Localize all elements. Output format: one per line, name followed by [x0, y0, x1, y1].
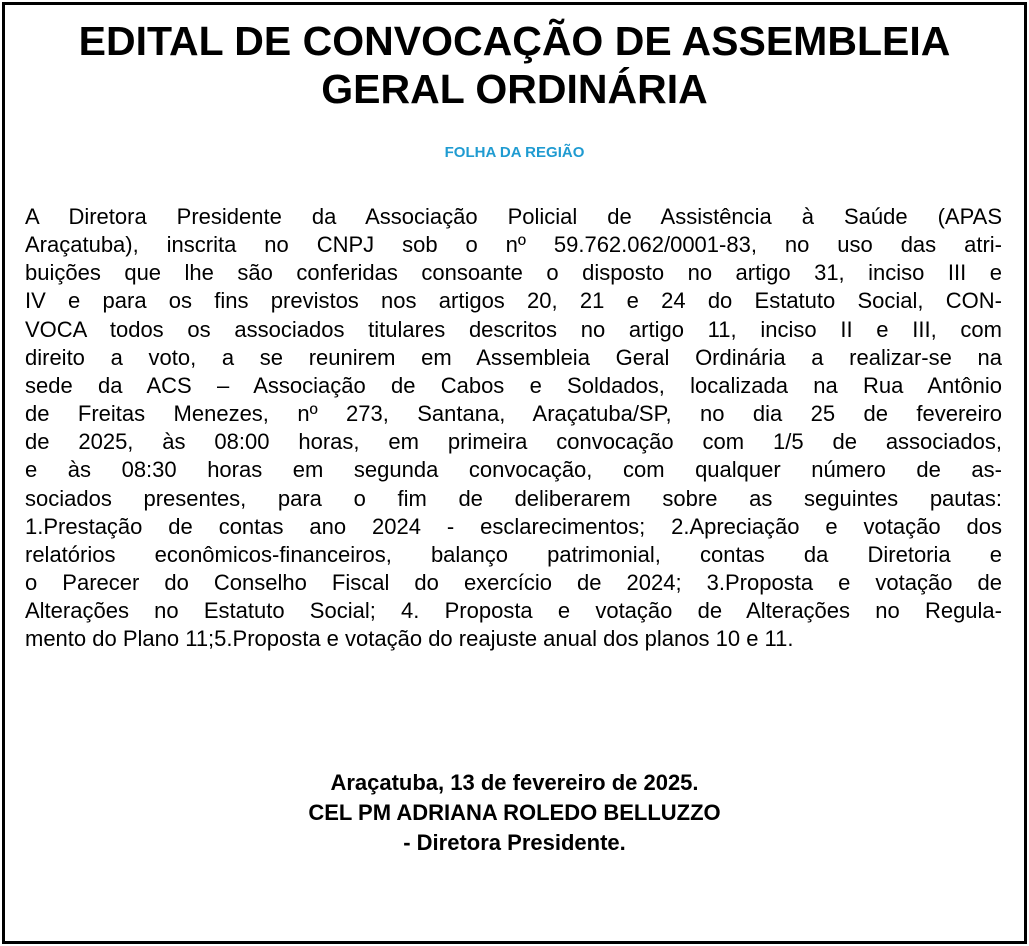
body-line: sociados presentes, para o fim de deliberarem sobre as seguintes pautas: — [25, 485, 1002, 511]
notice-title-line: GERAL ORDINÁRIA — [321, 66, 708, 112]
notice-frame — [2, 2, 1027, 944]
body-line: de Freitas Menezes, nº 273, Santana, Araçatuba/SP, no dia 25 de fevereiro — [25, 401, 1002, 427]
body-line: e às 08:30 horas em segunda convocação, com qualquer número de as- — [25, 457, 1002, 483]
body-line: A Diretora Presidente da Associação Policial de Assistência à Saúde (APAS — [25, 204, 1002, 229]
body-line: sede da ACS – Associação de Cabos e Soldados, localizada na Rua Antônio — [25, 372, 1002, 398]
notice-title-line: EDITAL DE CONVOCAÇÃO DE ASSEMBLEIA — [78, 18, 951, 64]
signature-block — [5, 768, 1024, 858]
notice-title — [5, 17, 1024, 113]
body-line: IV e para os fins previstos nos artigos 20, 21 e 24 do Estatuto Social, CON- — [25, 288, 1002, 314]
body-line: mento do Plano 11;5.Proposta e votação do reajuste anual dos planos 10 e 11. — [25, 626, 794, 652]
body-line: Alterações no Estatuto Social; 4. Proposta e votação de Alterações no Regula- — [25, 598, 1002, 624]
body-line: o Parecer do Conselho Fiscal do exercício de 2024; 3.Proposta e votação de — [25, 570, 1002, 596]
newspaper-source: FOLHA DA REGIÃO — [444, 144, 585, 161]
signature-name: CEL PM ADRIANA ROLEDO BELLUZZO — [308, 800, 721, 825]
body-line: VOCA todos os associados titulares descritos no artigo 11, inciso II e III, com — [25, 316, 1002, 342]
body-line: 1.Prestação de contas ano 2024 - esclarecimentos; 2.Apreciação e votação dos — [25, 513, 1002, 539]
body-line: relatórios econômicos-financeiros, balanço patrimonial, contas da Diretoria e — [25, 541, 1002, 567]
body-line: de 2025, às 08:00 horas, em primeira convocação com 1/5 de associados, — [25, 429, 1002, 455]
body-line: buições que lhe são conferidas consoante o disposto no artigo 31, inciso III e — [25, 260, 1002, 286]
signature-role: - Diretora Presidente. — [403, 830, 626, 855]
body-line: direito a voto, a se reunirem em Assembleia Geral Ordinária a realizar-se na — [25, 344, 1002, 370]
notice-body — [25, 203, 1002, 654]
body-line: Araçatuba), inscrita no CNPJ sob o nº 59.762.062/0001-83, no uso das atri- — [25, 232, 1002, 258]
signature-date: Araçatuba, 13 de fevereiro de 2025. — [330, 770, 699, 795]
